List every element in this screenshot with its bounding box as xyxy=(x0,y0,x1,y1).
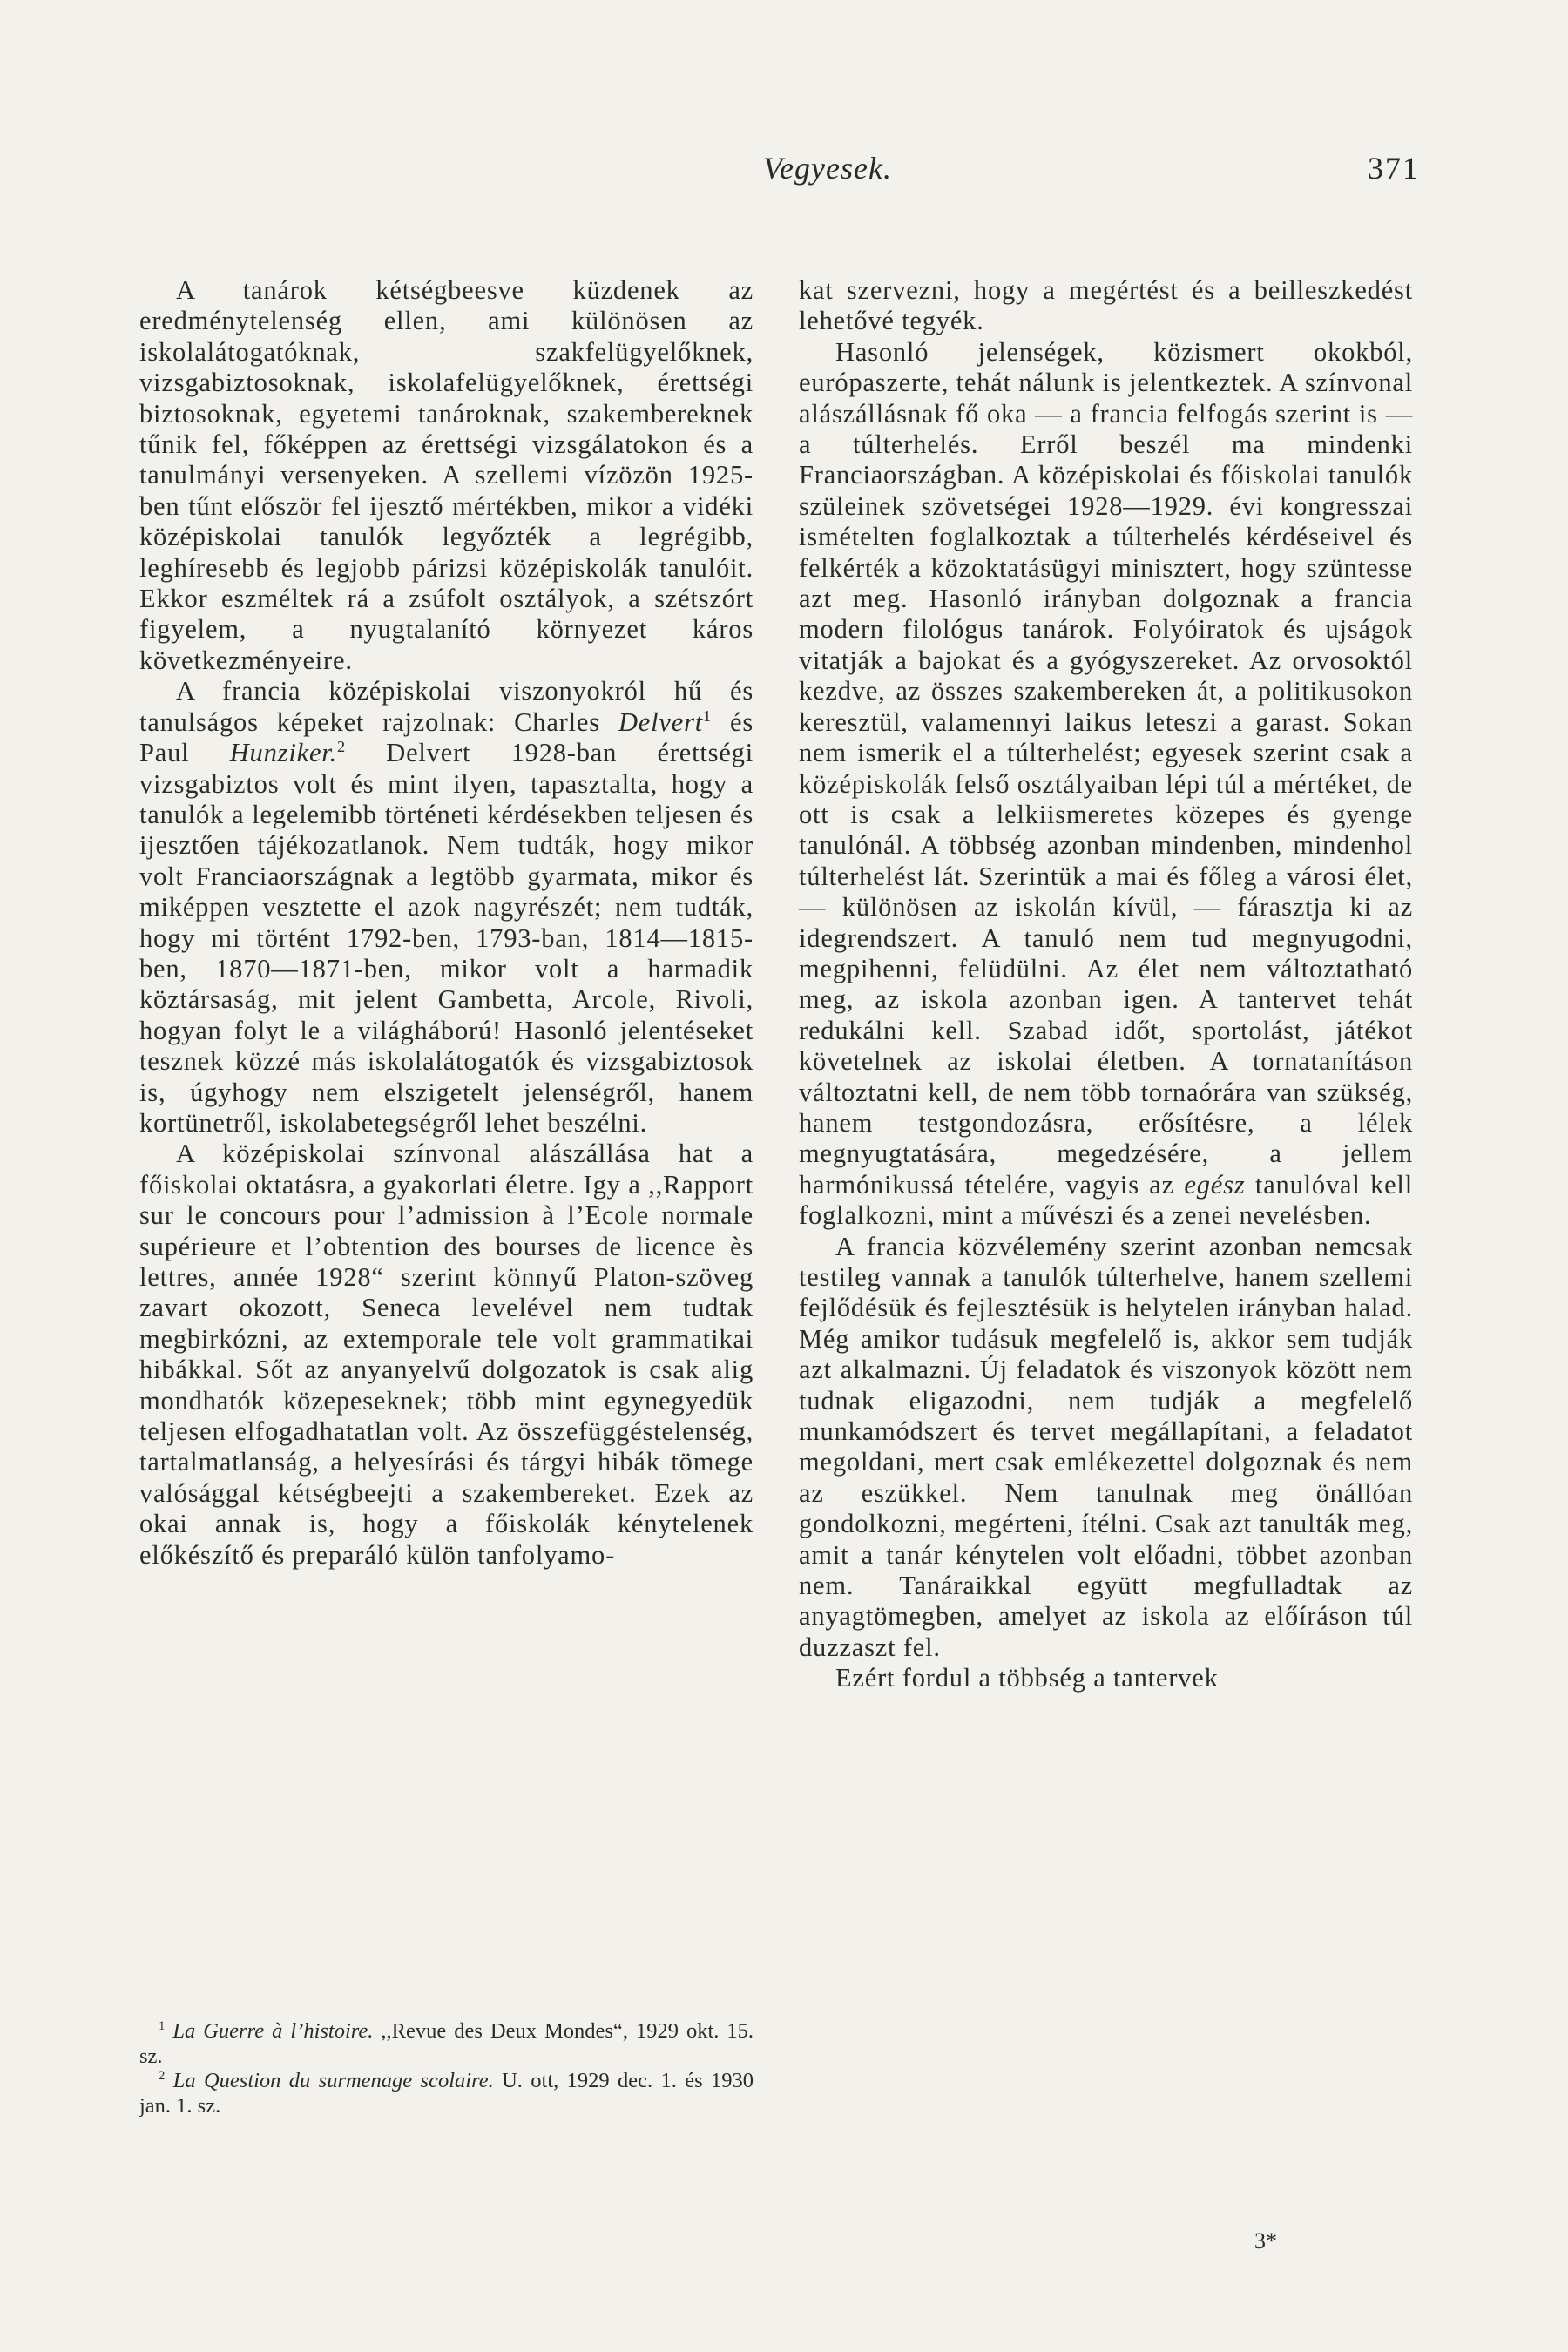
p2-text-a: A francia középiskolai viszonyokról hű és tanulságos képeket rajzolnak: Charles xyxy=(139,676,754,737)
right-paragraph-3: A francia közvélemény szerint azonban nemcsak testileg vannak a tanulók túlterhelve, hanem szellemi fejlődésük és fejlesztésük is helytelen irányban halad. Még amikor tudásuk megfelelő is, akkor sem tudják azt alkalmazni. Új feladatok és viszonyok között nem tudnak eligazodni, nem tudják a megfelelő munkamódszert és tervet megállapítani, a feladatot megoldani, mert csak emlékezettel dolgoznak és nem az eszükkel. Nem tanulnak meg önállóan gondolkozni, megérteni, ítélni. Csak azt tanulták meg, amit a tanár kénytelen volt előadni, többet azonban nem. Tanáraikkal együtt megfulladtak az anyagtömegben, amelyet az iskola az előíráson túl duzzaszt fel. xyxy=(799,1231,1413,1662)
footnote-2 xyxy=(139,2069,754,2119)
footnote-1-number: 1 xyxy=(159,2018,166,2033)
p2-text-c: Delvert 1928-ban érettségi vizsgabiztos volt és mint ilyen, tapasztalta, hogy a tanulók a legelemibb történeti kérdésekben teljesen és ijesztően tájékozatlanok. Nem tudták, hogy mikor volt Franciaországnak a legtöbb gyarmata, mikor és miképpen vesztette el azok nagyrészét; nem tudták, hogy mi történt 1792-ben, 1793-ban, 1814—1815-ben, 1870—1871-ben, mikor volt a harmadik köztársaság, mit jelent Gambetta, Arcole, Rivoli, hogyan folyt le a világháború! Hasonló jelentéseket tesznek közzé más iskolalátogatók és vizsgabiztosok is, úgyhogy nem elszigetelt jelenségről, hanem kortünetről, iskolabetegségről lehet beszélni. xyxy=(139,738,754,1138)
page-number: 371 xyxy=(1368,151,1420,186)
running-title: Vegyesek. xyxy=(763,151,892,186)
footnote-2-title: La Question du surmenage scolaire. xyxy=(172,2069,494,2092)
p2-body: Hasonló jelenségek, közismert okokból, európaszerte, tehát nálunk is jelentkeztek. A színvonal alászállásnak fő oka — a francia felfogás szerint is — a túlterhelés. Erről beszél ma mindenki Franciaországban. A középiskolai és főiskolai tanulók szüleinek szövetségei 1928—1929. évi kongresszai ismételten foglalkoztak a túlterhelés kérdéseivel és felkérték a közoktatásügyi minisztert, hogy szüntesse azt meg. Hasonló irányban dolgoznak a francia modern filológus tanárok. Folyóiratok és ujságok vitatják a bajokat és a gyógyszereket. Az orvosoktól kezdve, az összes szakembereken át, a politikusokon keresztül, valamennyi laikus leteszi a garast. Sokan nem ismerik el a túlterhelést; egyesek szerint csak a középiskolák felső osztályaiban lépi túl a mértéket, de ott is csak a lelkiismeretes közepes és gyenge tanulónál. A többség azonban mindenben, mindenhol túlterhelést lát. Szerintük a mai és főleg a városi élet, — különösen az iskolán kívül, — fárasztja ki az idegrendszert. A tanuló nem tud megnyugodni, megpihenni, felüdülni. Az élet nem változtatható meg, az iskola azonban igen. A tantervet tehát redukálni kell. Szabad időt, sportolást, játékot követelnek az iskolai életben. A tornatanításon változtatni kell, de nem több tornaórára van szükség, hanem testgondozásra, erősítésre, a lélek megnyugtatására, megedzésére, a jellem harmónikussá tételére, vagyis az xyxy=(799,336,1413,1200)
footnote-ref-2: 2 xyxy=(337,737,346,755)
footnote-ref-1: 1 xyxy=(703,706,712,725)
emphasis-egesz: egész xyxy=(1184,1169,1246,1200)
right-column xyxy=(799,275,1413,1694)
footnote-1 xyxy=(139,2019,754,2069)
author-name-delvert: Delvert xyxy=(618,706,704,737)
right-paragraph-4: Ezért fordul a többség a tantervek xyxy=(835,1663,1219,1693)
left-paragraph-1: A tanárok kétségbeesve küzdenek az eredménytelenség ellen, ami különösen az iskolalátogatóknak, szakfelügyelőknek, vizsgabiztosoknak, iskolafelügyelőknek, érettségi biztosoknak, egyetemi tanároknak, szakembereknek tűnik fel, főképpen az érettségi vizsgálatokon és a tanulmányi versenyeken. A szellemi vízözön 1925-ben tűnt először fel ijesztő mértékben, mikor a vidéki középiskolai tanulók legyőzték a legrégibb, leghíresebb és legjobb párizsi középiskolák tanulóit. Ekkor eszméltek rá a zsúfolt osztályok, a szétszórt figyelem, a nyugtalanító környezet káros következményeire. xyxy=(139,275,754,675)
signature-mark: 3* xyxy=(1254,2228,1277,2254)
right-paragraph-1: kat szervezni, hogy a megértést és a beilleszkedést lehetővé tegyék. xyxy=(799,275,1413,336)
author-name-hunziker: Hunziker. xyxy=(229,738,337,768)
footnote-1-source: ,,Revue des Deux Mondes“, 1929 okt. 15. sz. xyxy=(139,2019,754,2068)
p2-ending: tanulóval kell foglalkozni, mint a művészi és a zenei nevelésben. xyxy=(799,1169,1413,1231)
left-paragraph-3: A középiskolai színvonal alászállása hat a főiskolai oktatásra, a gyakorlati életre. Igy a ,,Rapport sur le concours pour l’admission à l’Ecole normale supérieure et l’obtention des bourses de licence ès lettres, année 1928“ szerint könnyű Platon-szöveg zavart okozott, Seneca levelével nem tudtak megbirkózni, az extemporale tele volt grammatikai hibákkal. Sőt az anyanyelvű dolgozatok is csak alig mondhatók közepeseknek; több mint egynegyedük teljesen elfogadhatatlan volt. Az összefüggéstelenség, tartalmatlanság, a helyesírási és tárgyi hibák tömege valósággal kétségbeejti a szakembereket. Ezek az okai annak is, hogy a főiskolák kénytelenek előkészítő és preparáló külön tanfolyamo- xyxy=(139,1139,754,1570)
p2-text-b: és Paul xyxy=(139,706,754,768)
left-column xyxy=(139,275,754,1571)
footnote-1-title: La Guerre à l’histoire. xyxy=(172,2019,374,2043)
footnotes xyxy=(139,2019,754,2119)
footnote-2-number: 2 xyxy=(159,2068,166,2083)
right-paragraph-2 xyxy=(799,337,1413,1232)
footnote-2-source: U. ott, 1929 dec. 1. és 1930 jan. 1. sz. xyxy=(139,2069,754,2118)
left-paragraph-2 xyxy=(139,676,754,1139)
